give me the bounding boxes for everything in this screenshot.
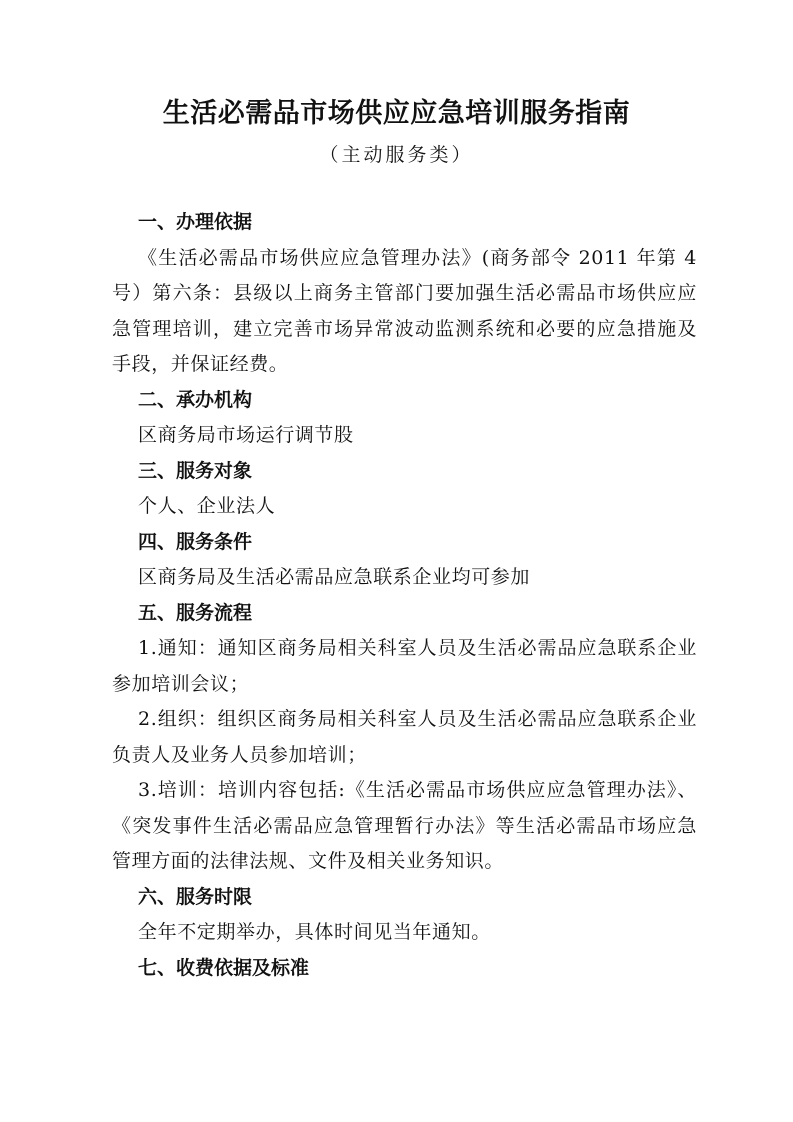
section-heading: 一、办理依据 xyxy=(138,211,253,233)
section-process xyxy=(112,596,697,880)
document-title: 生活必需品市场供应应急培训服务指南 xyxy=(162,98,631,129)
section-paragraph: 区商务局市场运行调节股 xyxy=(138,424,354,446)
section-heading: 二、承办机构 xyxy=(138,388,253,411)
section-heading: 七、收费依据及标准 xyxy=(138,956,310,979)
process-step-organize: 2.组织：组织区商务局相关科室人员及生活必需品应急联系企业负责人及业务人员参加培训； xyxy=(112,708,697,766)
section-heading: 三、服务对象 xyxy=(138,459,253,482)
section-basis xyxy=(112,205,697,383)
section-paragraph: 区商务局及生活必需品应急联系企业均可参加 xyxy=(138,566,531,588)
section-heading: 六、服务时限 xyxy=(138,885,253,908)
section-conditions xyxy=(112,525,697,596)
section-paragraph: 个人、企业法人 xyxy=(138,495,276,517)
section-heading: 五、服务流程 xyxy=(138,601,253,624)
section-paragraph: 《生活必需品市场供应应急管理办法》(商务部令 2011 年第 4 号）第六条：县级以上商务主管部门要加强生活必需品市场供应应急管理培训，建立完善市场异常波动监测系统和必要的应急措施及手段，并保证经费。 xyxy=(112,246,697,375)
process-step-train: 3.培训：培训内容包括:《生活必需品市场供应应急管理办法》、《突发事件生活必需品应急管理暂行办法》等生活必需品市场应急管理方面的法律法规、文件及相关业务知识。 xyxy=(112,779,697,872)
section-time-limit xyxy=(112,880,697,951)
section-organizer xyxy=(112,383,697,454)
section-heading: 四、服务条件 xyxy=(138,530,253,553)
section-paragraph: 全年不定期举办，具体时间见当年通知。 xyxy=(138,921,491,943)
section-fees xyxy=(112,951,697,987)
document-body xyxy=(112,205,697,986)
section-audience xyxy=(112,454,697,525)
document-subtitle: （主动服务类） xyxy=(319,144,474,166)
process-step-notify: 1.通知：通知区商务局相关科室人员及生活必需品应急联系企业参加培训会议； xyxy=(112,637,697,695)
